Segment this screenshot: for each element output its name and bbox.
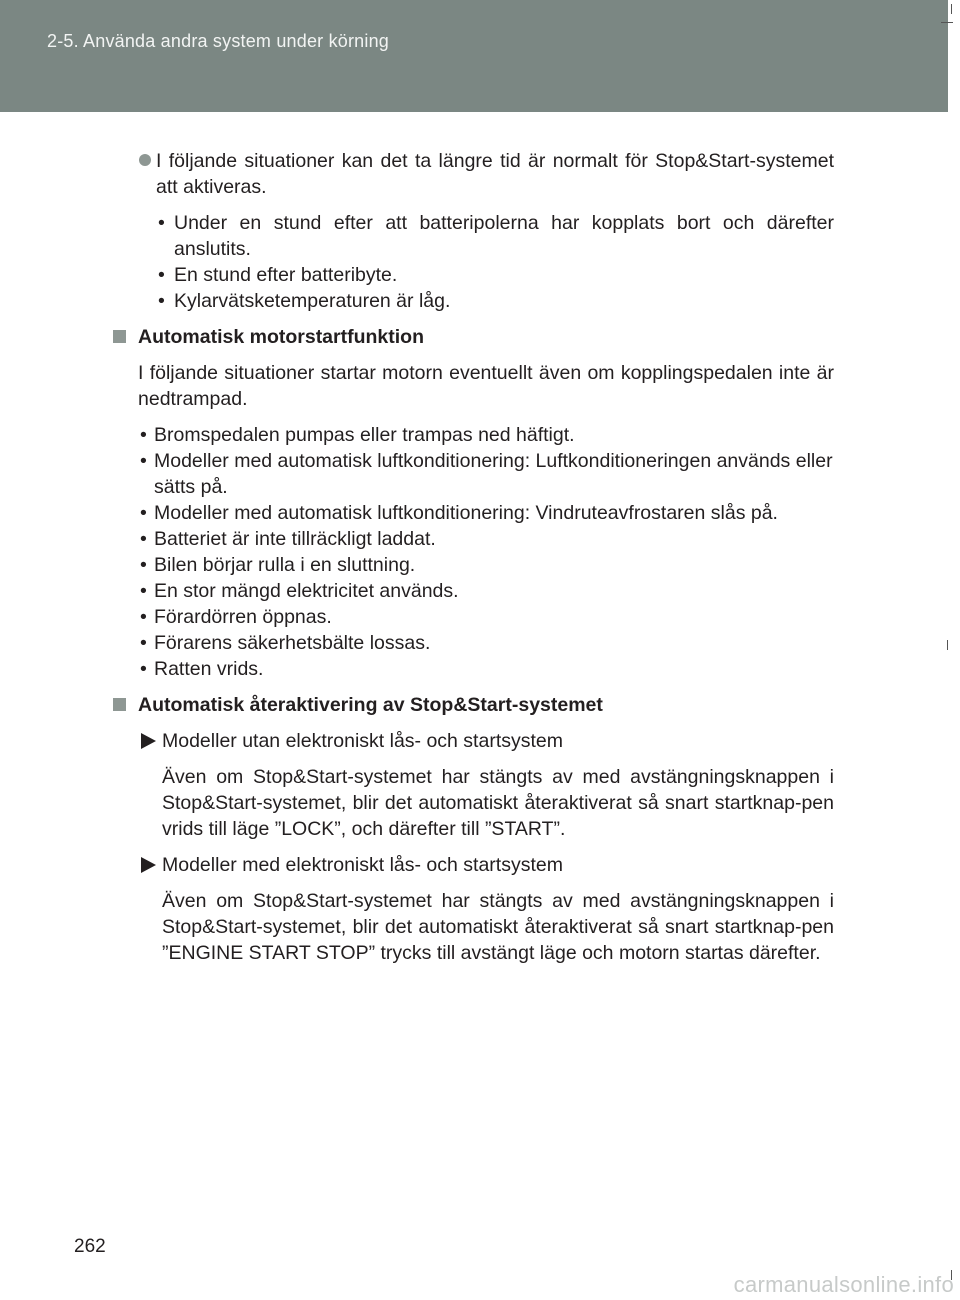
square-bullet-icon [113,330,126,343]
condition-bullet-list [112,422,834,682]
list-item: • Bromspedalen pumpas eller trampas ned häftigt. [140,424,575,446]
intro-bullet-list [112,210,834,314]
section-title: 2-5. Använda andra system under körning [47,31,390,51]
list-item: • En stund efter batteribyte. [158,264,398,286]
list-item: • Kylarvätsketemperaturen är låg. [158,290,451,312]
page-content [112,148,834,976]
list-item: • Förarens säkerhetsbälte lossas. [140,632,431,654]
variant-label: Modeller med elektroniskt lås- och startsystem [112,852,834,878]
list-item: • Förardörren öppnas. [140,606,332,628]
circle-bullet-icon [139,154,151,166]
crop-mark [947,640,948,650]
square-bullet-icon [113,698,126,711]
page-number: 262 [74,1236,106,1257]
intro-note [112,148,834,200]
variant-label: Modeller utan elektroniskt lås- och startsystem [112,728,834,754]
header-band [0,0,948,112]
watermark: carmanualsonline.info [733,1272,954,1297]
crop-mark [941,22,953,23]
list-item: • Modeller med automatisk luftkonditionering: Vindruteavfrostaren slås på. [140,502,778,524]
list-item: • Bilen börjar rulla i en sluttning. [140,554,416,576]
variant-paragraph: Även om Stop&Start-systemet har stängts av med avstängningsknappen i Stop&Start-systemet, blir det automatiskt återaktiverat så snart startknap-pen vrids till läge ”LOCK”, och därefter till ”START”. [162,766,834,840]
variant-paragraph: Även om Stop&Start-systemet har stängts av med avstängningsknappen i Stop&Start-systemet, blir det automatiskt återaktiverat så snart startknap-pen ”ENGINE START STOP” trycks till avstängt läge och motorn startas därefter. [162,890,834,964]
triangle-arrow-icon [141,857,156,873]
list-item: • Batteriet är inte tillräckligt laddat. [140,528,436,550]
triangle-arrow-icon [141,733,156,749]
section-paragraph: I följande situationer startar motorn eventuellt även om kopplingspedalen inte är nedtrampad. [138,362,834,410]
section-heading: Automatisk motorstartfunktion [112,324,834,350]
list-item: • En stor mängd elektricitet används. [140,580,459,602]
list-item: • Under en stund efter att batteripolerna har kopplats bort och därefter anslutits. [158,212,834,260]
section-heading: Automatisk återaktivering av Stop&Start-systemet [112,692,834,718]
crop-mark [951,4,952,14]
list-item: • Ratten vrids. [140,658,264,680]
intro-text: I följande situationer kan det ta längre tid är normalt för Stop&Start-systemet att aktiveras. [156,150,834,198]
list-item: • Modeller med automatisk luftkonditionering: Luftkonditioneringen används eller sätts på. [140,450,833,498]
